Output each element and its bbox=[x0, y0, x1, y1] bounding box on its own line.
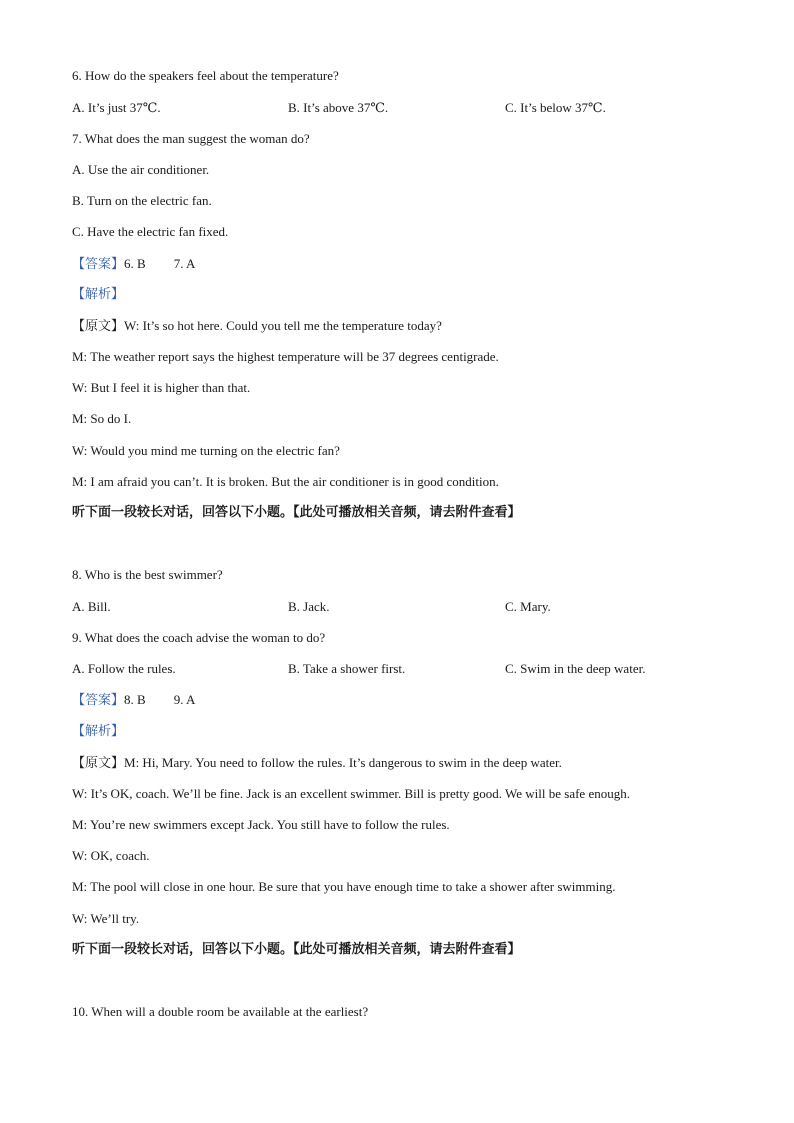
answer-7: 7. A bbox=[173, 256, 196, 271]
q7-option-c: C. Have the electric fan fixed. bbox=[72, 224, 229, 239]
transcript-line-2-3: W: OK, coach. bbox=[72, 848, 150, 863]
transcript-line-1-5: M: I am afraid you can’t. It is broken. But the air conditioner is in good condition. bbox=[72, 474, 499, 489]
transcript-line-2-5: W: We’ll try. bbox=[72, 911, 140, 926]
question-8: 8. Who is the best swimmer? bbox=[72, 567, 223, 582]
q8-option-c: C. Mary. bbox=[505, 599, 551, 614]
transcript-line-1-2: W: But I feel it is higher than that. bbox=[72, 380, 251, 395]
transcript-text: M: Hi, Mary. You need to follow the rules. It’s dangerous to swim in the deep water. bbox=[124, 755, 562, 770]
q8-option-b: B. Jack. bbox=[288, 599, 330, 614]
question-7: 7. What does the man suggest the woman do? bbox=[72, 131, 310, 146]
analysis-label-1: 【解析】 bbox=[72, 287, 125, 302]
question-10: 10. When will a double room be available at the earliest? bbox=[72, 1004, 369, 1019]
answer-line-1 bbox=[72, 255, 195, 274]
transcript-line-2-0 bbox=[72, 754, 562, 773]
q9-option-c: C. Swim in the deep water. bbox=[505, 661, 646, 676]
q6-option-b: B. It’s above 37℃. bbox=[288, 100, 389, 115]
analysis-label-2: 【解析】 bbox=[72, 724, 125, 739]
transcript-line-1-4: W: Would you mind me turning on the electric fan? bbox=[72, 443, 340, 458]
q7-option-a: A. Use the air conditioner. bbox=[72, 162, 210, 177]
answer-label: 【答案】 bbox=[72, 693, 125, 708]
transcript-label: 【原文】 bbox=[72, 756, 125, 771]
answer-9: 9. A bbox=[173, 692, 196, 707]
q9-option-b: B. Take a shower first. bbox=[288, 661, 406, 676]
q7-option-b: B. Turn on the electric fan. bbox=[72, 193, 212, 208]
transcript-line-2-1: W: It’s OK, coach. We’ll be fine. Jack is an excellent swimmer. Bill is pretty good. We will be safe enough. bbox=[72, 786, 630, 801]
q9-option-a: A. Follow the rules. bbox=[72, 661, 176, 676]
answer-6: 6. B bbox=[124, 256, 146, 271]
answer-label: 【答案】 bbox=[72, 257, 125, 272]
audio-instruction-2: 听下面一段较长对话，回答以下小题。【此处可播放相关音频，请去附件查看】 bbox=[72, 942, 521, 957]
q6-option-c: C. It’s below 37℃. bbox=[505, 100, 606, 115]
question-6: 6. How do the speakers feel about the temperature? bbox=[72, 68, 339, 83]
transcript-line-2-2: M: You’re new swimmers except Jack. You still have to follow the rules. bbox=[72, 817, 450, 832]
q6-option-a: A. It’s just 37℃. bbox=[72, 100, 161, 115]
question-9: 9. What does the coach advise the woman to do? bbox=[72, 630, 326, 645]
transcript-line-1-0 bbox=[72, 317, 442, 336]
audio-instruction-1: 听下面一段较长对话，回答以下小题。【此处可播放相关音频，请去附件查看】 bbox=[72, 505, 521, 520]
answer-line-2 bbox=[72, 691, 195, 710]
transcript-line-2-4: M: The pool will close in one hour. Be sure that you have enough time to take a shower after swimming. bbox=[72, 879, 616, 894]
q8-option-a: A. Bill. bbox=[72, 599, 111, 614]
transcript-label: 【原文】 bbox=[72, 319, 125, 334]
transcript-line-1-3: M: So do I. bbox=[72, 411, 132, 426]
answer-8: 8. B bbox=[124, 692, 146, 707]
transcript-text: W: It’s so hot here. Could you tell me the temperature today? bbox=[124, 318, 442, 333]
transcript-line-1-1: M: The weather report says the highest temperature will be 37 degrees centigrade. bbox=[72, 349, 499, 364]
